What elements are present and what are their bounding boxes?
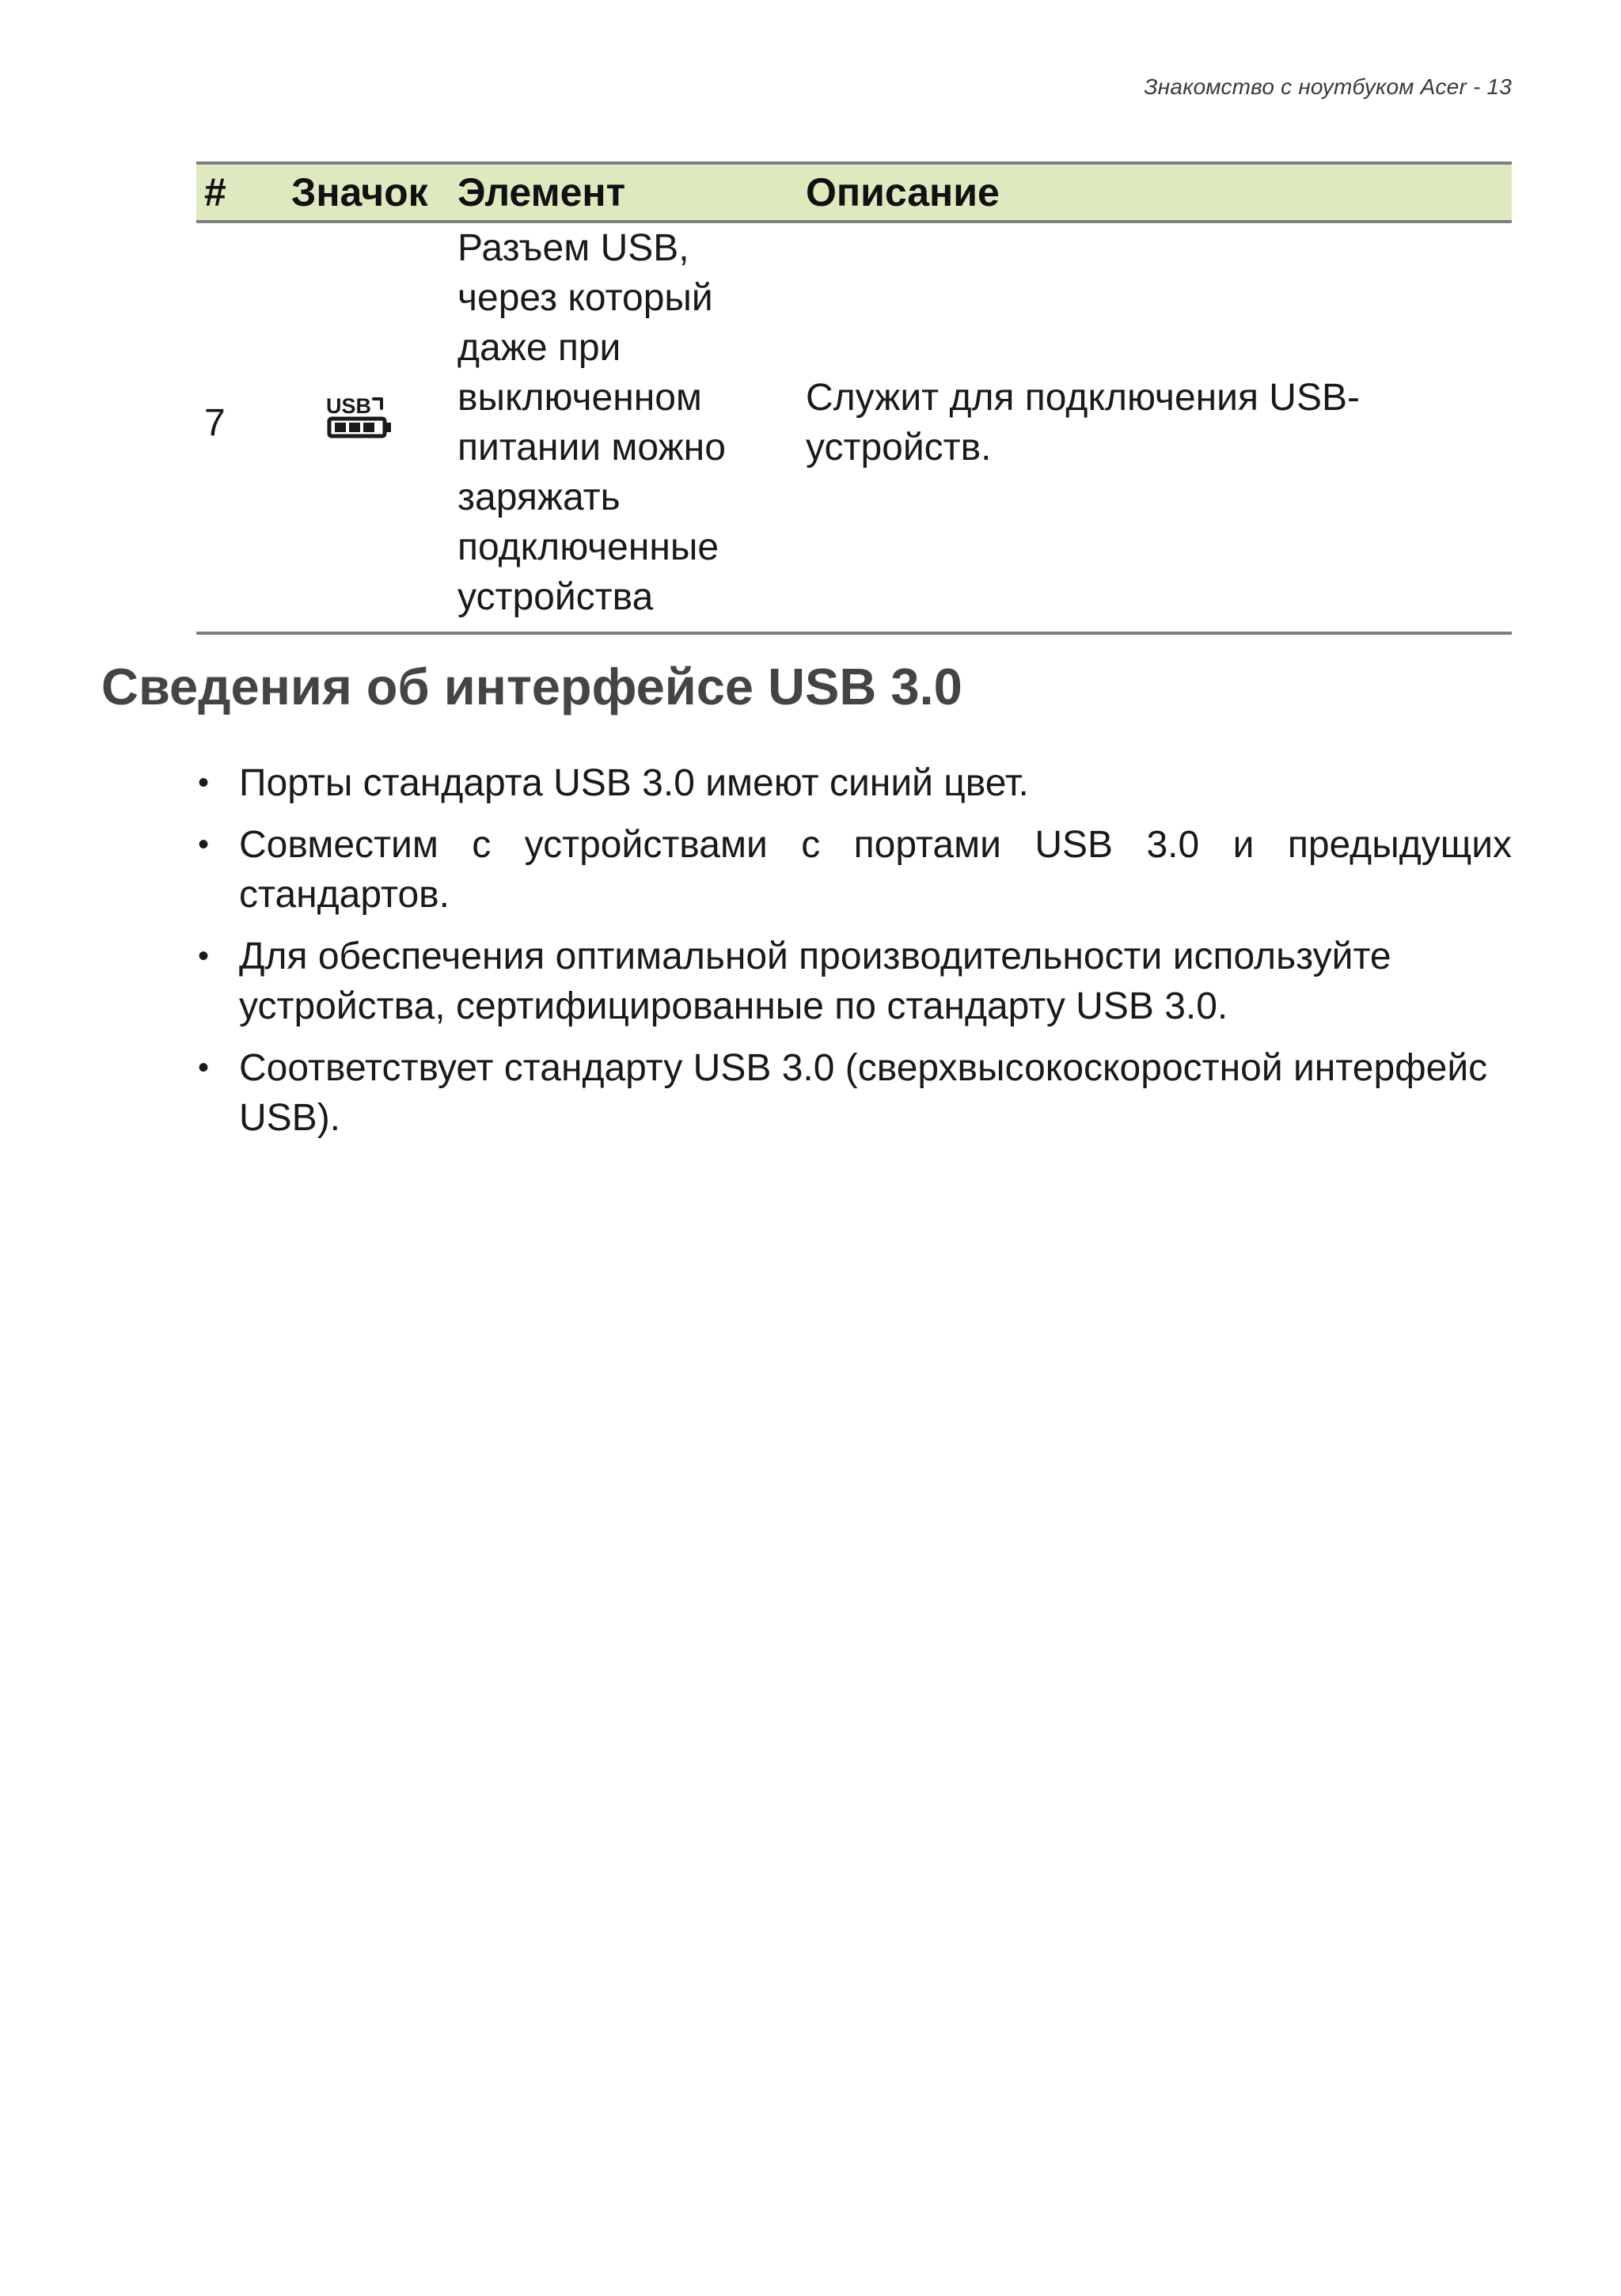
row-icon-cell (283, 222, 450, 633)
list-item (196, 1043, 1512, 1143)
ports-table (196, 161, 1512, 635)
list-item-text: Для обеспечения оптимальной производительности используйте устройства, сертифицированные по стандарту USB 3.0. (239, 935, 1391, 1027)
row-element: Разъем USB, через который даже при выключенном питании можно заряжать подключенные устройства (450, 222, 798, 633)
list-item-text: Совместим с устройствами с портами USB 3.0 и предыдущих стандартов. (239, 824, 1512, 916)
usb-charge-icon (325, 393, 401, 440)
table-row (196, 222, 1512, 633)
bullet-icon: • (198, 765, 210, 800)
list-item (196, 758, 1512, 808)
usb-icon-text: USB (326, 394, 372, 418)
usb-info-list (196, 758, 1512, 1155)
column-header-element: Элемент (450, 163, 798, 222)
bullet-icon: • (198, 1050, 210, 1085)
bullet-icon: • (198, 939, 210, 973)
list-item-text: Соответствует стандарту USB 3.0 (сверхвысокоскоростной интерфейс USB). (239, 1047, 1488, 1139)
table-header-row (196, 163, 1512, 222)
column-header-icon: Значок (283, 163, 450, 222)
list-item (196, 932, 1512, 1031)
section-heading: Сведения об интерфейсе USB 3.0 (101, 658, 962, 715)
row-number: 7 (196, 222, 283, 633)
column-header-number: # (196, 163, 283, 222)
row-description: Служит для подключения USB-устройств. (798, 222, 1512, 633)
column-header-description: Описание (798, 163, 1512, 222)
page-running-title: Знакомство с ноутбуком Acer - 13 (1144, 74, 1512, 99)
bullet-icon: • (198, 827, 210, 862)
list-item-text: Порты стандарта USB 3.0 имеют синий цвет. (239, 762, 1029, 804)
list-item (196, 820, 1512, 920)
